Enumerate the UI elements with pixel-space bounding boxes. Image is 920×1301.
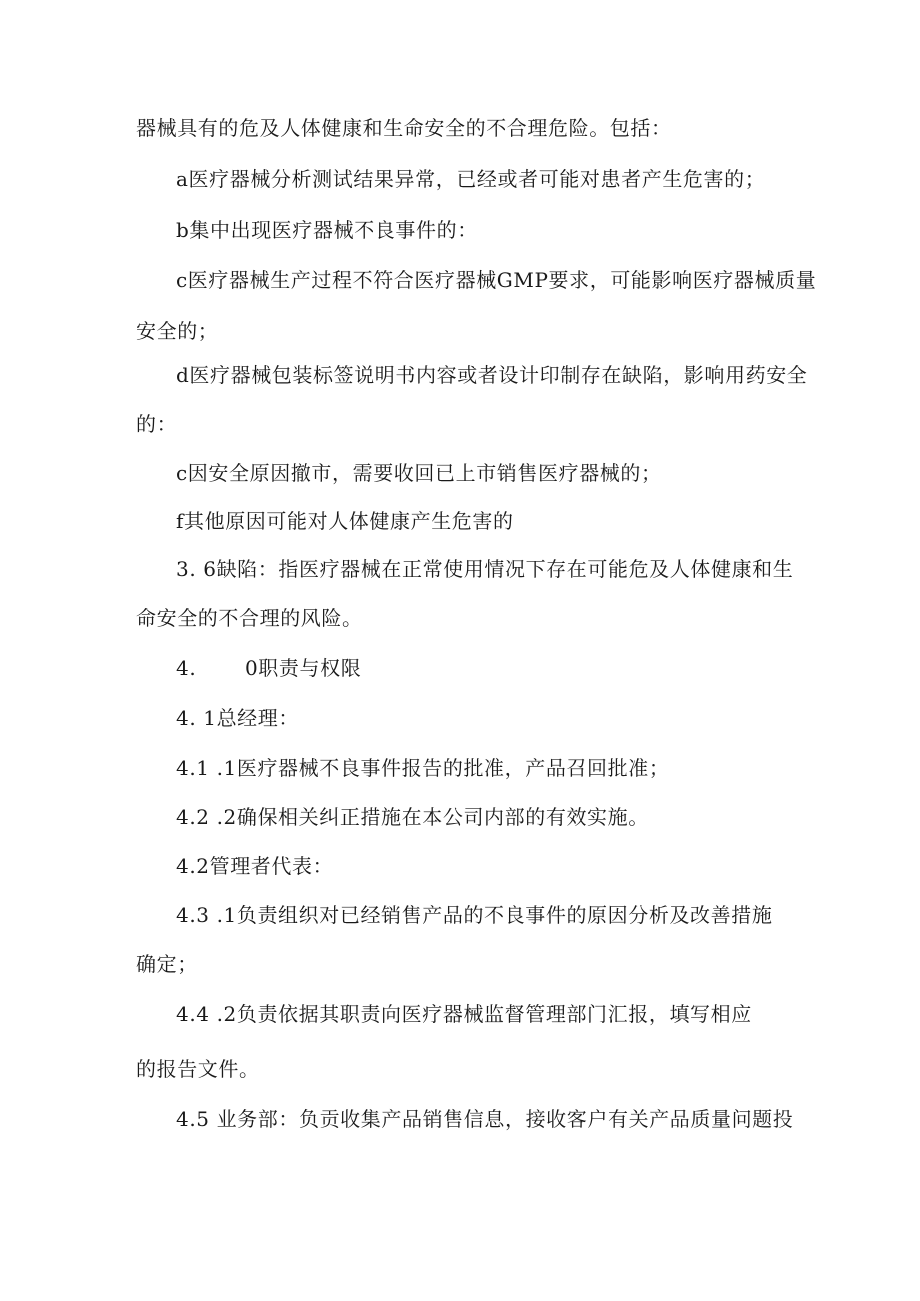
section-heading: 4. 0职责与权限 bbox=[176, 656, 362, 680]
paragraph-line-19: 4.4 .2负责依据其职责向医疗器械监督管理部门汇报，填写相应 bbox=[176, 1002, 752, 1026]
paragraph-line-11: 命安全的不合理的风险。 bbox=[136, 606, 363, 630]
paragraph-line-14: 4.1 .1医疗器械不良事件报告的批准，产品召回批准； bbox=[176, 756, 670, 780]
paragraph-line-6: d医疗器械包装标签说明书内容或者设计印制存在缺陷，影响用药安全 bbox=[176, 363, 808, 387]
paragraph-line-13: 4. 1总经理： bbox=[176, 706, 299, 730]
paragraph-line-17: 4.3 .1负责组织对已经销售产品的不良事件的原因分析及改善措施 bbox=[176, 903, 773, 927]
paragraph-line-20: 的报告文件。 bbox=[136, 1057, 260, 1081]
paragraph-line-5: 安全的； bbox=[136, 319, 219, 343]
paragraph-line-15: 4.2 .2确保相关纠正措施在本公司内部的有效实施。 bbox=[176, 805, 649, 829]
paragraph-line-8: c因安全原因撤市，需要收回已上市销售医疗器械的； bbox=[176, 461, 662, 485]
paragraph-line-18: 确定； bbox=[136, 952, 198, 976]
paragraph-line-7: 的： bbox=[136, 412, 178, 436]
paragraph-line-21: 4.5 业务部：负贡收集产品销售信息，接收客户有关产品质量问题投 bbox=[176, 1107, 794, 1131]
paragraph-line-2: a医疗器械分析测试结果异常，已经或者可能对患者产生危害的； bbox=[176, 167, 766, 191]
paragraph-line-3: b集中出现医疗器械不良事件的： bbox=[176, 218, 478, 242]
paragraph-line-9: f其他原因可能对人体健康产生危害的 bbox=[176, 509, 514, 533]
paragraph-line-16: 4.2管理者代表： bbox=[176, 854, 334, 878]
paragraph-line-10: 3. 6缺陷：指医疗器械在正常使用情况下存在可能危及人体健康和生 bbox=[176, 557, 794, 581]
paragraph-line-4: c医疗器械生产过程不符合医疗器械GMP要求，可能影响医疗器械质量 bbox=[176, 268, 817, 292]
paragraph-line-1: 器械具有的危及人体健康和生命安全的不合理危险。包括： bbox=[136, 116, 672, 140]
